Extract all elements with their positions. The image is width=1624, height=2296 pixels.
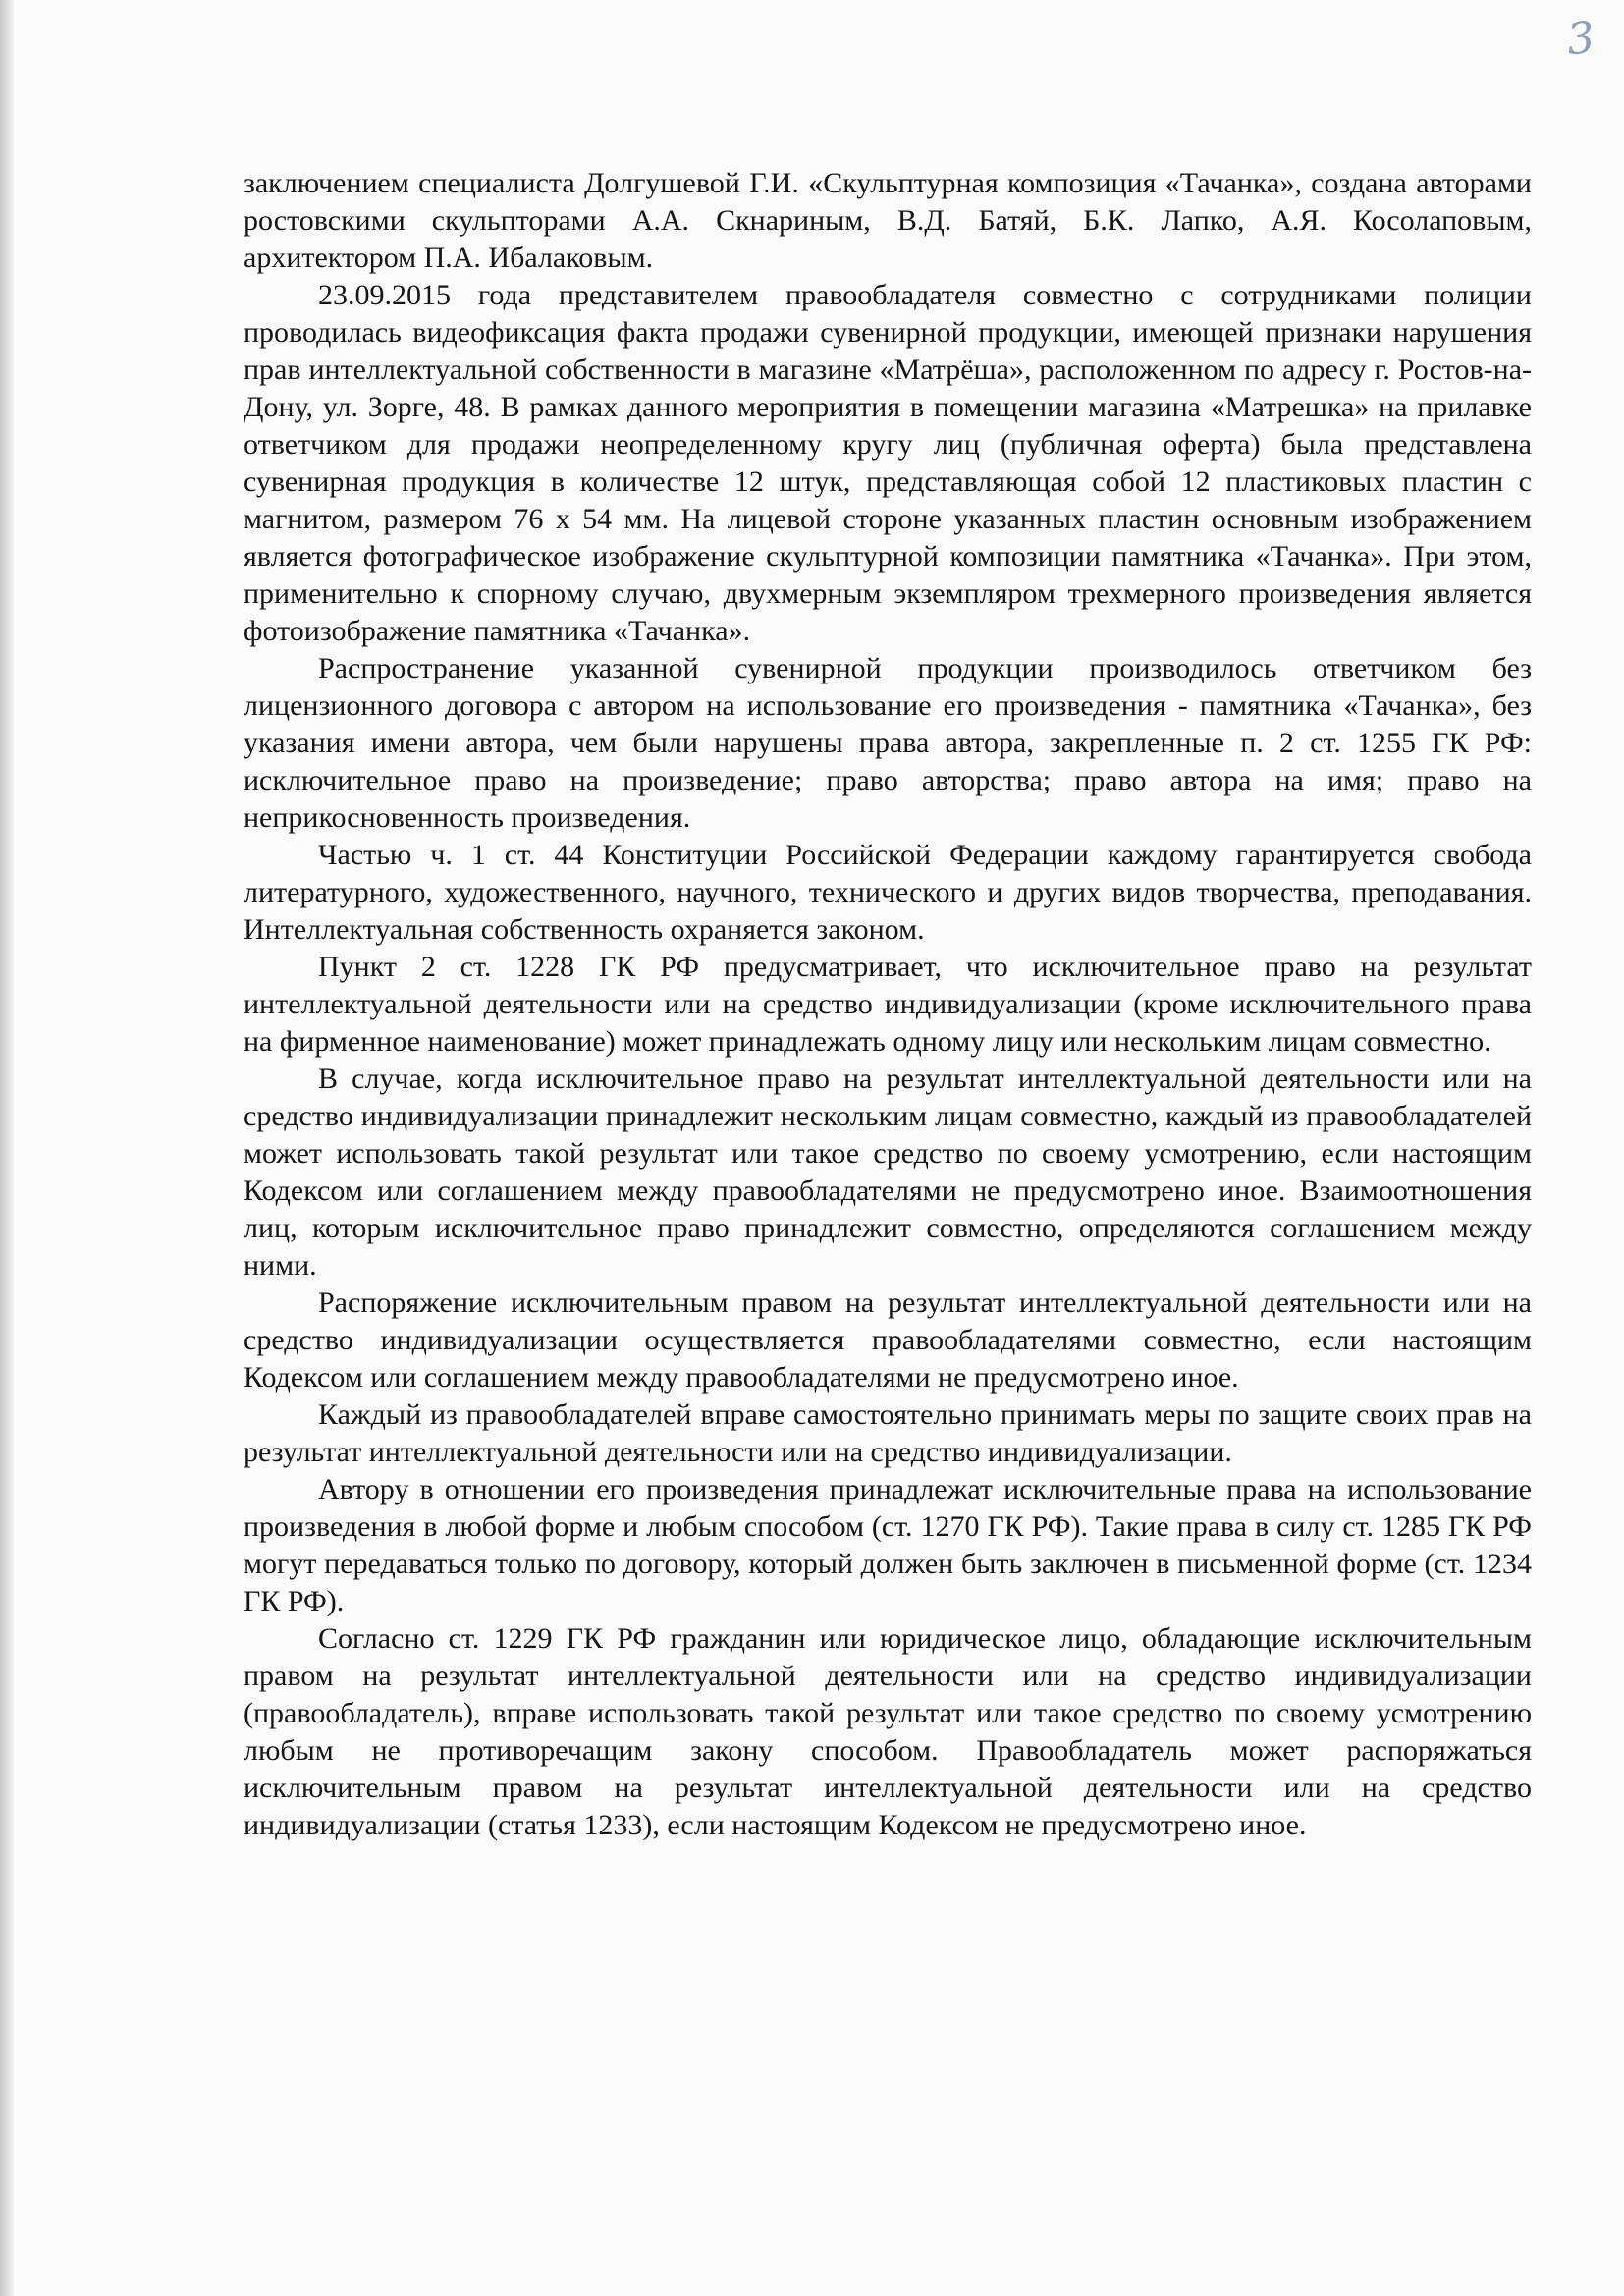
paragraph-video-recording: 23.09.2015 года представителем правообладателя совместно с сотрудниками полиции проводилась видеофиксация факта продажи сувенирной продукции, имеющей признаки нарушения прав интеллектуальной собственности в магазине «Матрёша», расположенном по адресу г. Ростов-на-Дону, ул. Зорге, 48. В рамках данного мероприятия в помещении магазина «Матрешка» на прилавке ответчиком для продажи неопределенному кругу лиц (публичная оферта) была представлена сувенирная продукция в количестве 12 штук, представляющая собой 12 пластиковых пластин с магнитом, размером 76 х 54 мм. На лицевой стороне указанных пластин основным изображением является фотографическое изображение скульптурной композиции памятника «Тачанка». При этом, применительно к спорному случаю, двухмерным экземпляром трехмерного произведения является фотоизображение памятника «Тачанка». bbox=[244, 279, 1532, 647]
paragraph-article-1228: Пункт 2 ст. 1228 ГК РФ предусматривает, что исключительное право на результат интеллектуальной деятельности или на средство индивидуализации (кроме исключительного права на фирменное наименование) может принадлежать одному лицу или нескольким лицам совместно. bbox=[244, 951, 1532, 1058]
paragraph-constitution: Частью ч. 1 ст. 44 Конституции Российской Федерации каждому гарантируется свобода литературного, художественного, научного, технического и других видов творчества, преподавания. Интеллектуальная собственность охраняется законом. bbox=[244, 839, 1532, 946]
paragraph-continuation: заключением специалиста Долгушевой Г.И. «Скульптурная композиция «Тачанка», создана авторами ростовскими скульпторами А.А. Скнариным, В.Д. Батяй, Б.К. Лапко, А.Я. Косолаповым, архитектором П.А. Ибалаковым. bbox=[244, 167, 1532, 274]
paragraph-joint-rights: В случае, когда исключительное право на результат интеллектуальной деятельности или на средство индивидуализации принадлежит нескольким лицам совместно, каждый из правообладателей может использовать такой результат или такое средство по своему усмотрению, если настоящим Кодексом или соглашением между правообладателями не предусмотрено иное. Взаимоотношения лиц, которым исключительное право принадлежит совместно, определяются соглашением между ними. bbox=[244, 1063, 1532, 1282]
page-edge-shadow bbox=[0, 0, 14, 2296]
paragraph-disposal: Распоряжение исключительным правом на результат интеллектуальной деятельности или на средство индивидуализации осуществляется правообладателями совместно, если настоящим Кодексом или соглашением между правообладателями не предусмотрено иное. bbox=[244, 1286, 1532, 1394]
paragraph-distribution: Распространение указанной сувенирной продукции производилось ответчиком без лицензионного договора с автором на использование его произведения - памятника «Тачанка», без указания имени автора, чем были нарушены права автора, закрепленные п. 2 ст. 1255 ГК РФ: исключительное право на произведение; право авторства; право автора на имя; право на неприкосновенность произведения. bbox=[244, 652, 1532, 834]
handwritten-page-number: 3 bbox=[1564, 12, 1597, 66]
document-body bbox=[244, 165, 1532, 1844]
paragraph-author-rights: Автору в отношении его произведения принадлежат исключительные права на использование произведения в любой форме и любым способом (ст. 1270 ГК РФ). Такие права в силу ст. 1285 ГК РФ могут передаваться только по договору, который должен быть заключен в письменной форме (ст. 1234 ГК РФ). bbox=[244, 1473, 1532, 1617]
paragraph-protection: Каждый из правообладателей вправе самостоятельно принимать меры по защите своих прав на результат интеллектуальной деятельности или на средство индивидуализации. bbox=[244, 1398, 1532, 1468]
paragraph-article-1229: Согласно ст. 1229 ГК РФ гражданин или юридическое лицо, обладающие исключительным правом на результат интеллектуальной деятельности или на средство индивидуализации (правообладатель), вправе использовать такой результат или такое средство по своему усмотрению любым не противоречащим закону способом. Правообладатель может распоряжаться исключительным правом на результат интеллектуальной деятельности или на средство индивидуализации (статья 1233), если настоящим Кодексом не предусмотрено иное. bbox=[244, 1622, 1532, 1841]
